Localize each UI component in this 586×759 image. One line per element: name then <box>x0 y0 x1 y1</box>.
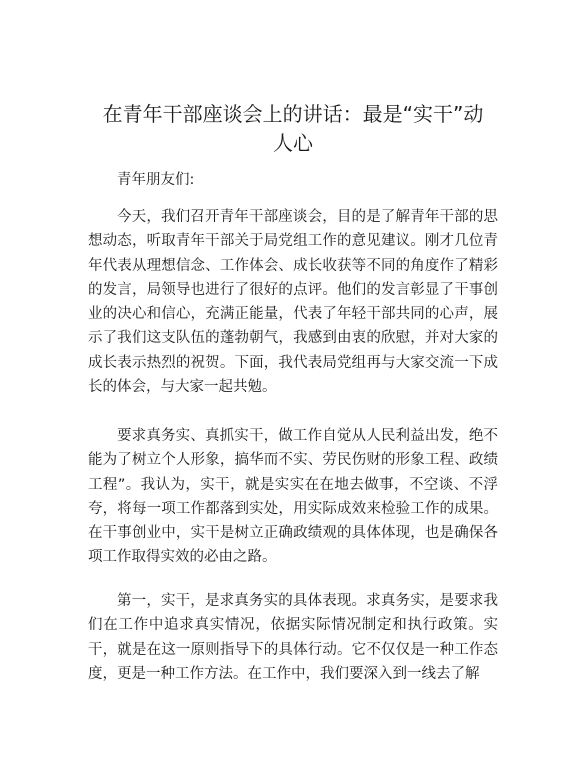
greeting-text: 青年朋友们: <box>117 172 195 188</box>
paragraph-block-2 <box>88 424 498 570</box>
title-line-2: 人心 <box>273 131 313 155</box>
paragraph-block-3 <box>88 589 498 686</box>
title-line-1: 在青年干部座谈会上的讲话：最是“实干”动 <box>102 102 484 126</box>
paragraph-2: 要求真务实、真抓实干，做工作自觉从人民利益出发，绝不能为了树立个人形象，搞华而不实、劳民伤财的形象工程、政绩工程”。我认为，实干，就是实实在在地去做事，不空谈、不浮夸，将每一项工作都落到实处，用实际成效来检验工作的成果。在干事创业中，实干是树立正确政绩观的具体体现，也是确保各项工作取得实效的必由之路。 <box>88 428 498 566</box>
document-title <box>88 100 498 158</box>
paragraph-block-1 <box>88 205 498 399</box>
greeting-block <box>88 168 498 192</box>
paragraph-3: 第一，实干，是求真务实的具体表现。求真务实，是要求我们在工作中追求真实情况，依据实际情况制定和执行政策。实干，就是在这一原则指导下的具体行动。它不仅仅是一种工作态度，更是一种工作方法。在工作中，我们要深入到一线去了解 <box>88 593 498 682</box>
paragraph-1: 今天，我们召开青年干部座谈会，目的是了解青年干部的思想动态，听取青年干部关于局党组工作的意见建议。刚才几位青年代表从理想信念、工作体会、成长收获等不同的角度作了精彩的发言，局领导也进行了很好的点评。他们的发言彰显了干事创业的决心和信心，充满正能量，代表了年轻干部共同的心声，展示了我们这支队伍的蓬勃朝气，我感到由衷的欣慰，并对大家的成长表示热烈的祝贺。下面，我代表局党组再与大家交流一下成长的体会，与大家一起共勉。 <box>88 209 498 396</box>
